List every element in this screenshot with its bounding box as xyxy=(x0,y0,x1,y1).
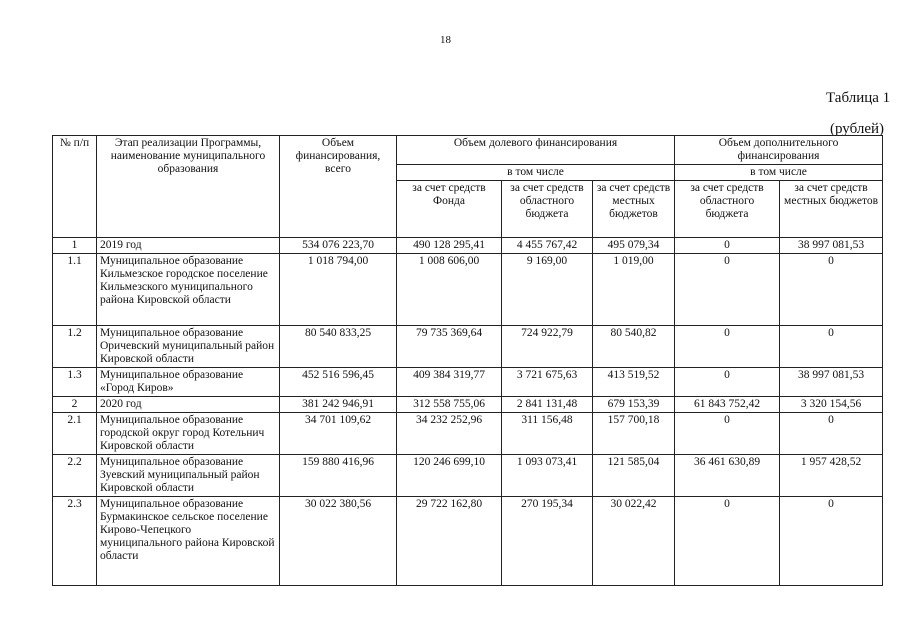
units-label: (рублей) xyxy=(830,121,885,137)
row-add-local: 0 xyxy=(780,326,883,368)
row-total: 534 076 223,70 xyxy=(280,238,397,254)
row-fund: 34 232 252,96 xyxy=(397,413,502,455)
header-num: № п/п xyxy=(53,136,97,238)
header-additional: Объем дополнительного финансирования xyxy=(675,136,883,165)
row-add-local: 1 957 428,52 xyxy=(780,455,883,497)
table-row xyxy=(53,254,883,326)
table-row xyxy=(53,455,883,497)
row-add-regional: 0 xyxy=(675,238,780,254)
row-regional: 311 156,48 xyxy=(502,413,593,455)
table-row xyxy=(53,326,883,368)
row-name: 2020 год xyxy=(97,397,280,413)
row-total: 30 022 380,56 xyxy=(280,497,397,586)
row-num: 1.2 xyxy=(53,326,97,368)
row-add-local: 0 xyxy=(780,413,883,455)
row-name: Муниципальное образование Кильмезское городское поселение Кильмезского муниципального района Кировской области xyxy=(97,254,280,326)
table-row xyxy=(53,397,883,413)
row-name: Муниципальное образование Бурмакинское сельское поселение Кирово-Чепецкого муниципального района Кировской области xyxy=(97,497,280,586)
row-fund: 409 384 319,77 xyxy=(397,368,502,397)
row-add-regional: 0 xyxy=(675,326,780,368)
header-share-including: в том числе xyxy=(397,165,675,181)
row-add-local: 0 xyxy=(780,254,883,326)
row-num: 2.3 xyxy=(53,497,97,586)
row-add-regional: 61 843 752,42 xyxy=(675,397,780,413)
row-num: 1.3 xyxy=(53,368,97,397)
table-row xyxy=(53,238,883,254)
row-num: 1.1 xyxy=(53,254,97,326)
header-local: за счет средств местных бюджетов xyxy=(593,181,675,238)
row-name: Муниципальное образование Зуевский муниципальный район Кировской области xyxy=(97,455,280,497)
header-stage: Этап реализации Программы, наименование муниципального образования xyxy=(97,136,280,238)
header-add-local: за счет средств местных бюджетов xyxy=(780,181,883,238)
row-add-regional: 0 xyxy=(675,254,780,326)
row-local: 679 153,39 xyxy=(593,397,675,413)
row-add-local: 0 xyxy=(780,497,883,586)
header-fund: за счет средств Фонда xyxy=(397,181,502,238)
table-title: Таблица 1 xyxy=(826,90,891,106)
table-row xyxy=(53,413,883,455)
header-additional-including: в том числе xyxy=(675,165,883,181)
header-add-regional: за счет средств областного бюджета xyxy=(675,181,780,238)
row-total: 34 701 109,62 xyxy=(280,413,397,455)
header-total: Объем финансирования, всего xyxy=(280,136,397,238)
row-local: 80 540,82 xyxy=(593,326,675,368)
row-regional: 2 841 131,48 xyxy=(502,397,593,413)
header-regional: за счет средств областного бюджета xyxy=(502,181,593,238)
row-local: 121 585,04 xyxy=(593,455,675,497)
row-regional: 1 093 073,41 xyxy=(502,455,593,497)
row-fund: 1 008 606,00 xyxy=(397,254,502,326)
row-name: Муниципальное образование городской округ город Котельнич Кировской области xyxy=(97,413,280,455)
row-fund: 120 246 699,10 xyxy=(397,455,502,497)
table-row xyxy=(53,368,883,397)
row-num: 2.2 xyxy=(53,455,97,497)
row-add-regional: 0 xyxy=(675,413,780,455)
table-row xyxy=(53,497,883,586)
row-add-local: 38 997 081,53 xyxy=(780,238,883,254)
row-num: 1 xyxy=(53,238,97,254)
row-total: 80 540 833,25 xyxy=(280,326,397,368)
row-num: 2 xyxy=(53,397,97,413)
header-share: Объем долевого финансирования xyxy=(397,136,675,165)
row-total: 381 242 946,91 xyxy=(280,397,397,413)
row-name: Муниципальное образование «Город Киров» xyxy=(97,368,280,397)
row-regional: 270 195,34 xyxy=(502,497,593,586)
row-add-local: 38 997 081,53 xyxy=(780,368,883,397)
page-number: 18 xyxy=(440,34,451,46)
row-regional: 724 922,79 xyxy=(502,326,593,368)
row-add-local: 3 320 154,56 xyxy=(780,397,883,413)
row-fund: 490 128 295,41 xyxy=(397,238,502,254)
row-local: 1 019,00 xyxy=(593,254,675,326)
row-total: 452 516 596,45 xyxy=(280,368,397,397)
row-total: 159 880 416,96 xyxy=(280,455,397,497)
row-fund: 29 722 162,80 xyxy=(397,497,502,586)
row-local: 413 519,52 xyxy=(593,368,675,397)
row-add-regional: 36 461 630,89 xyxy=(675,455,780,497)
row-regional: 4 455 767,42 xyxy=(502,238,593,254)
row-name: Муниципальное образование Оричевский муниципальный район Кировской области xyxy=(97,326,280,368)
row-fund: 312 558 755,06 xyxy=(397,397,502,413)
row-regional: 3 721 675,63 xyxy=(502,368,593,397)
row-local: 30 022,42 xyxy=(593,497,675,586)
row-local: 495 079,34 xyxy=(593,238,675,254)
row-total: 1 018 794,00 xyxy=(280,254,397,326)
row-fund: 79 735 369,64 xyxy=(397,326,502,368)
row-add-regional: 0 xyxy=(675,497,780,586)
financing-table xyxy=(52,135,883,586)
row-regional: 9 169,00 xyxy=(502,254,593,326)
row-add-regional: 0 xyxy=(675,368,780,397)
row-name: 2019 год xyxy=(97,238,280,254)
row-local: 157 700,18 xyxy=(593,413,675,455)
row-num: 2.1 xyxy=(53,413,97,455)
